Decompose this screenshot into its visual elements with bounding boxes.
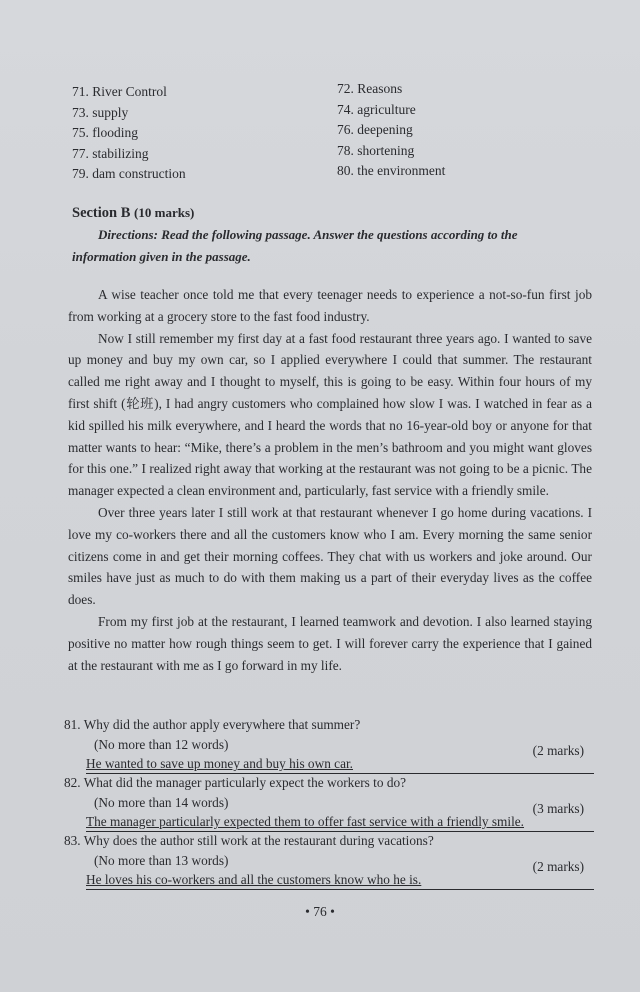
answer-item: 80. the environment [337,163,446,178]
answer-key-right-column [337,79,445,182]
passage-paragraph: A wise teacher once told me that every teenager needs to experience a not-so-fun first job from working at a grocery store to the fast food industry. [68,287,592,324]
answer-item: 79. dam construction [72,166,186,181]
question-82 [64,773,594,831]
question-text: 82. What did the manager particularly expect the workers to do? [64,775,407,790]
written-answer: He wanted to save up money and buy his own car. [86,756,353,771]
page-number: • 76 • [305,904,335,919]
word-limit: (No more than 12 words) [94,737,229,752]
question-text: 83. Why does the author still work at the restaurant during vacations? [64,833,434,848]
question-text: 81. Why did the author apply everywhere that summer? [64,717,361,732]
question-83 [64,831,594,889]
section-marks: (10 marks) [134,205,195,220]
section-heading [72,205,194,222]
question-list [64,715,594,889]
answer-item: 77. stabilizing [72,145,149,161]
answer-item: 76. deepening [337,122,413,137]
answer-item: 73. supply [72,104,129,120]
answer-key-left-column [72,82,186,185]
directions-line-1: Directions: Read the following passage. Answer the questions according to the [98,227,518,242]
answer-item: 72. Reasons [337,81,403,96]
passage-paragraph: Now I still remember my first day at a fast food restaurant three years ago. I wanted to save up money and buy my own car, so I applied everywhere I could that summer. The restaurant called me right away and I thought to myself, this is going to be easy. Within four hours of my first shift (轮班), I had angry customers who complained how slow I was. I watched in fear as a kid spilled his milk everywhere, and I heard the words that no 16-year-old boy or anyone for that matter wants to hear: “Mike, there’s a problem in the men’s bathroom and you might want gloves for this one.” I realized right away that working at the restaurant was not going to be a picnic. The manager expected a clean environment and, particularly, fast service with a friendly smile. [68,330,592,499]
answer-item: 71. River Control [72,84,167,99]
question-marks: (2 marks) [532,859,584,874]
answer-item: 75. flooding [72,125,138,140]
reading-passage [68,284,592,676]
question-marks: (2 marks) [532,743,584,758]
answer-item: 78. shortening [337,142,415,158]
passage-paragraph: From my first job at the restaurant, I learned teamwork and devotion. I also learned staying positive no matter how rough things seem to get. I will forever carry the experience that I gained at the restaurant with me as I go forward in my life. [68,613,592,673]
section-title: Section B [72,205,131,221]
directions [72,224,594,268]
question-marks: (3 marks) [532,801,584,816]
written-answer: He loves his co-workers and all the customers know who he is. [86,872,422,887]
word-limit: (No more than 14 words) [94,795,229,810]
written-answer: The manager particularly expected them to offer fast service with a friendly smile. [86,814,525,829]
passage-paragraph: Over three years later I still work at that restaurant whenever I go home during vacations. I love my co-workers there and all the customers know who I am. Every morning the same senior citizens come in and get their morning coffees. They chat with us workers and joke around. Our smiles have just as much to do with them making us a part of their everyday lives as the coffee does. [68,504,592,608]
directions-line-2: information given in the passage. [72,249,251,264]
answer-item: 74. agriculture [337,101,416,117]
question-81 [64,715,594,773]
answer-line [86,889,594,890]
word-limit: (No more than 13 words) [94,853,229,868]
